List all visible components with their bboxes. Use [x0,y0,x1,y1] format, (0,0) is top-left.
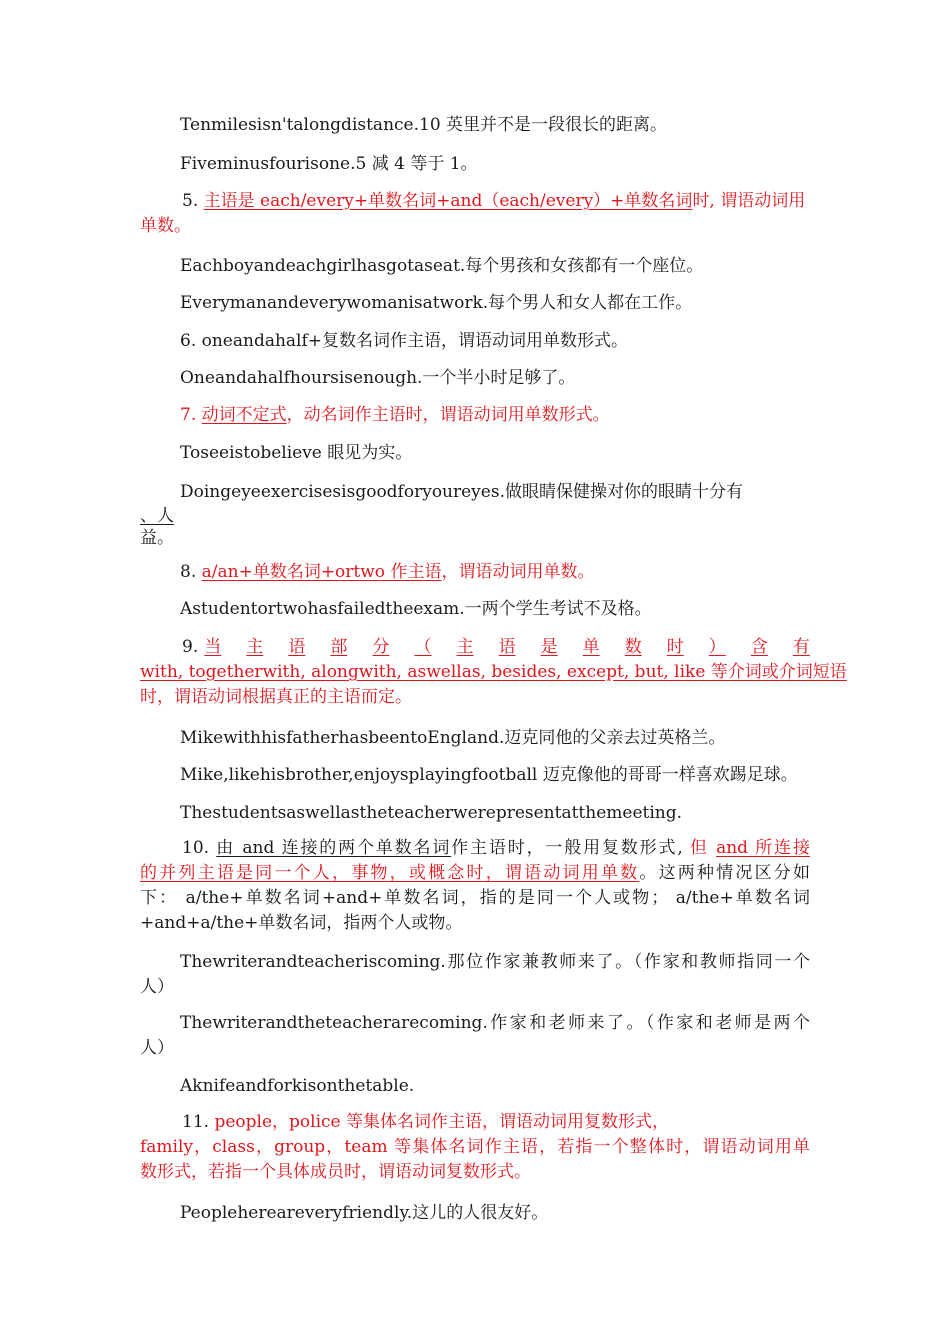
example-students-as-well-as: Thestudentsaswellastheteacherwerepresentatthemeeting. [180,803,683,823]
rule-9-char: 含 [750,637,768,657]
example-writer-and-teacher [140,950,810,1000]
rule-11-line-2: family，class，group，team 等集体名词作主语，若指一个整体时，谓语动词用单 [140,1137,810,1157]
example-knife-and-fork: Aknifeandforkisonthetable. [180,1076,415,1096]
rule-11 [140,1110,810,1185]
rule-number: 9. [182,637,199,657]
example-writers-text: Thewriterandtheteacherarecoming.作家和老师来了。（作家和老师是两个 [180,1013,810,1033]
rule-7 [180,403,610,427]
rule-9-char: 有 [792,637,810,657]
rule-9-char: 主 [456,637,474,657]
example-a-student: Astudentortwohasfailedtheexam.一两个学生考试不及格。 [180,599,652,619]
example-five-minus-four: Fiveminusfourisone.5 减 4 等于 1。 [180,154,478,174]
rule-9-char: ） [708,637,726,657]
rule-9-char: 语 [498,637,516,657]
rule-10-line-4: +and+a/the+单数名词，指两个人或物。 [140,913,463,933]
rule-9-char: 部 [330,637,348,657]
example-mike-with-father: MikewithhisfatherhasbeentoEngland.迈克同他的父亲去过英格兰。 [180,728,726,748]
mark-text: 、人 [140,506,174,526]
rule-number: 11. [182,1112,215,1132]
rule-8 [180,560,594,584]
example-each-boy: Eachboyandeachgirlhasgotaseat.每个男孩和女孩都有一个座位。 [180,256,704,276]
rule-6: 6. oneandahalf+复数名词作主语，谓语动词用单数形式。 [180,331,629,351]
rule-11-line-1: people，police 等集体名词作主语，谓语动词用复数形式， [214,1112,669,1132]
rule-9-char: 单 [582,637,600,657]
rule-11-line-3: 数形式，若指一个具体成员时，谓语动词复数形式。 [140,1162,531,1182]
example-doing-eye-exercises: Doingeyeexercisesisgoodforyoureyes.做眼睛保健操对你的眼睛十分有 [180,482,743,502]
rule-8-text: ，谓语动词用单数。 [441,562,595,582]
example-doing-continuation: 益。 [140,528,174,548]
example-every-man: Everymanandeverywomanisatwork.每个男人和女人都在工作。 [180,293,693,313]
example-mike-like-brother: Mike,likehisbrother,enjoysplayingfootball 迈克像他的哥哥一样喜欢踢足球。 [180,765,798,785]
rule-number: 5. [182,191,204,211]
rule-10-line-3: 下： a/the+单数名词+and+单数名词，指的是同一个人或物； a/the+单数名词 [140,888,810,908]
rule-9-char: 数 [624,637,642,657]
rule-number: 8. [180,562,202,582]
example-writer-and-the-teacher [140,1011,810,1061]
rule-5 [140,189,810,239]
rule-9 [140,635,847,710]
rule-9-char: （ [414,637,432,657]
rule-7-infinitive: 动词不定式 [201,405,287,425]
rule-10-two-cases: 。这两种情况区分如 [639,863,811,883]
example-to-see: Toseeistobelieve 眼见为实。 [180,443,413,463]
rule-number: 7. [180,405,202,425]
rule-10-same-person: 的并列主语是同一个人，事物，或概念时，谓语动词用单数 [140,863,640,883]
rule-5-continuation: 单数。 [140,216,191,236]
rule-9-char: 当 [204,637,222,657]
rule-9-line-3: 时，谓语动词根据真正的主语而定。 [140,687,412,707]
rule-8-subject: a/an+单数名词+ortwo 作主语 [201,562,442,582]
rule-9-char: 语 [288,637,306,657]
handwritten-mark [140,504,174,528]
example-writer-text: Thewriterandteacheriscoming.那位作家兼教师来了。（作家和教师指同一个 [180,952,810,972]
rule-9-char: 时 [666,637,684,657]
example-ten-miles: Tenmilesisn'talongdistance.10 英里并不是一段很长的距离。 [180,115,668,135]
example-writers-end: 人） [140,1038,174,1058]
rule-9-line-2: with, togetherwith, alongwith, aswellas, besides, except, but, like 等介词或介词短语 [140,662,847,682]
rule-10-and-connected: and 所连接 [716,838,810,858]
rule-10-but: 但 [682,838,717,858]
rule-9-char: 分 [372,637,390,657]
rule-10 [140,836,810,936]
rule-10-subject: 由 and 连接的两个单数名词 [216,838,452,858]
rule-number: 10. [182,838,217,858]
rule-10-text: 作主语时，一般用复数形式, [451,838,683,858]
rule-5-predicate: 时, 谓语动词用 [692,191,806,211]
rule-5-subject: 主语是 each/every+单数名词+and（each/every）+单数名词 [203,191,693,211]
example-people-here: Peoplehereareveryfriendly.这儿的人很友好。 [180,1203,549,1223]
rule-9-char: 主 [246,637,264,657]
rule-7-text: ，动名词作主语时，谓语动词用单数形式。 [286,405,610,425]
rule-9-char: 是 [540,637,558,657]
example-one-and-a-half: Oneandahalfhoursisenough.一个半小时足够了。 [180,368,576,388]
example-writer-end: 人） [140,977,174,997]
rule-9-line-1 [204,635,810,660]
